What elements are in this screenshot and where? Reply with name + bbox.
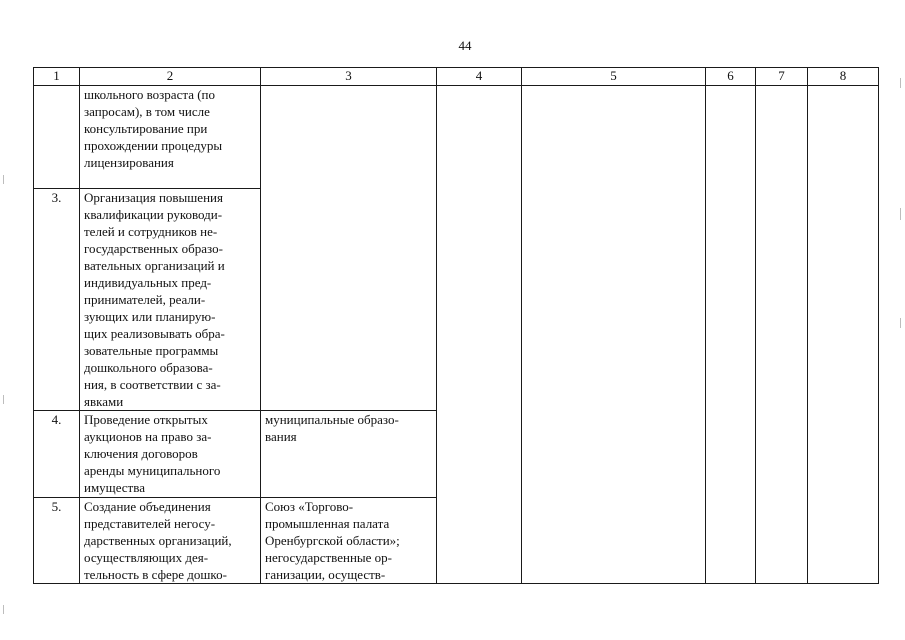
activity-cell	[80, 189, 261, 411]
column-4-cell	[437, 86, 522, 584]
row-number: 4.	[34, 411, 80, 498]
executor-cell	[261, 498, 437, 584]
activity-text: школьного возраста (по запросам), в том числе консультирование при прохождении процедуры лицензирования	[84, 87, 223, 170]
activity-text: Создание объединения представителей негосу- дарственных организаций, осуществляющих дея- тельность в сфере дошко-	[84, 499, 232, 582]
activities-table	[33, 67, 879, 584]
header-cell-1: 1	[34, 68, 80, 86]
header-cell-8: 8	[808, 68, 879, 86]
scan-artifact-right-top	[900, 78, 901, 88]
header-cell-3: 3	[261, 68, 437, 86]
header-cell-5: 5	[522, 68, 706, 86]
column-8-cell	[808, 86, 879, 584]
scan-artifact-left-top	[3, 175, 4, 184]
table-row	[34, 86, 879, 189]
activity-cell	[80, 411, 261, 498]
page-number: 44	[458, 38, 472, 53]
executor-cell-merged	[261, 86, 437, 411]
activity-cell	[80, 498, 261, 584]
row-number	[34, 86, 80, 189]
scan-artifact-right-mid	[900, 208, 901, 220]
activity-cell	[80, 86, 261, 189]
table-header-row	[34, 68, 879, 86]
header-cell-2: 2	[80, 68, 261, 86]
column-7-cell	[756, 86, 808, 584]
row-number: 3.	[34, 189, 80, 411]
scan-artifact-left-bottom	[3, 605, 4, 614]
column-5-cell	[522, 86, 706, 584]
scan-artifact-left-mid	[3, 395, 4, 404]
scan-artifact-right-low	[900, 318, 901, 328]
column-6-cell	[706, 86, 756, 584]
activity-text: Организация повышения квалификации руководи- телей и сотрудников не- государственных образо- вательных организаций и индивидуальных пред- принимателей, реали- зующих или планирую- щих реализовывать обра- зовательные программы дошкольного образова- ния, в соответствии с за- явками	[84, 190, 225, 409]
header-cell-6: 6	[706, 68, 756, 86]
executor-cell	[261, 411, 437, 498]
activity-text: Проведение открытых аукционов на право за- ключения договоров аренды муниципального имущества	[84, 412, 221, 495]
row-number: 5.	[34, 498, 80, 584]
header-cell-4: 4	[437, 68, 522, 86]
header-cell-7: 7	[756, 68, 808, 86]
executor-text: муниципальные образо- вания	[265, 412, 399, 444]
executor-text: Союз «Торгово- промышленная палата Оренбургской области»; негосударственные ор- ганизации, осуществ-	[265, 499, 400, 582]
